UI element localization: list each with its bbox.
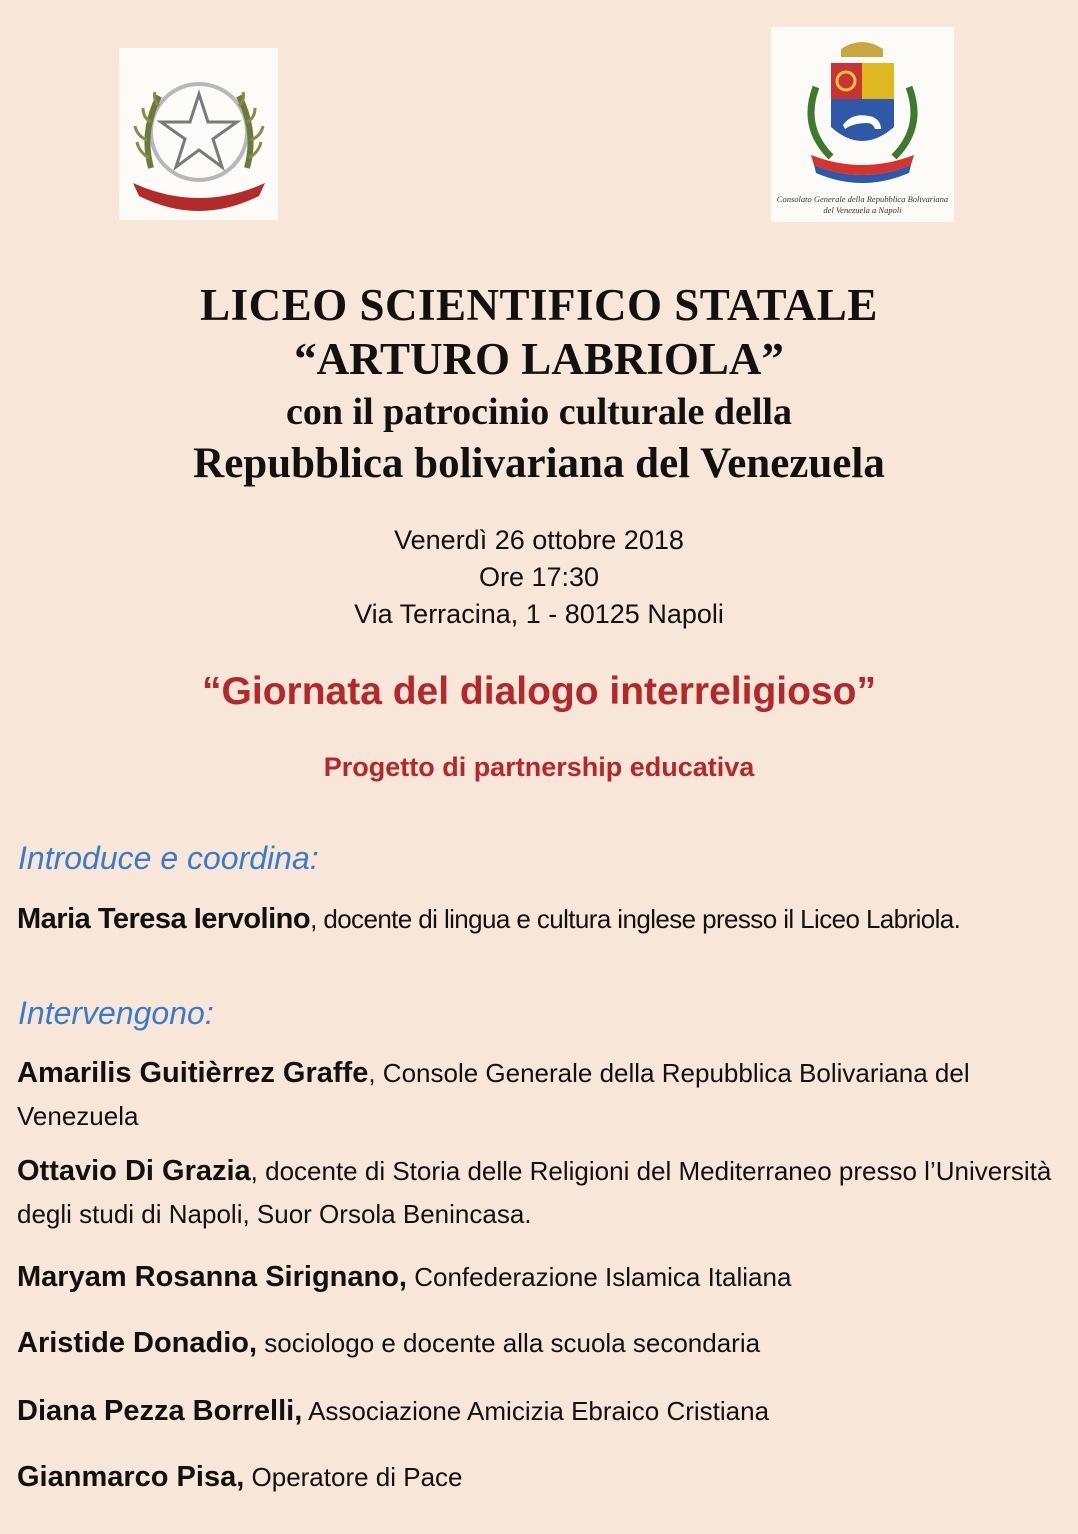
speaker-name: Aristide Donadio,: [17, 1327, 258, 1359]
event-address: Via Terracina, 1 - 80125 Napoli: [354, 599, 724, 629]
speaker-name: Ottavio Di Grazia: [17, 1155, 251, 1187]
patronage-country: Repubblica bolivariana del Venezuela: [193, 440, 885, 487]
event-subtitle: Progetto di partnership educativa: [323, 752, 755, 782]
speaker-entry: [17, 1256, 1062, 1299]
consulate-caption-line2: del Venezuela a Napoli: [823, 205, 902, 215]
patronage-line: con il patrocinio culturale della: [286, 391, 792, 433]
italian-republic-emblem: [119, 48, 278, 220]
speaker-name: Gianmarco Pisa,: [17, 1461, 245, 1493]
intro-entry: [17, 898, 1062, 941]
speakers-heading: Intervengono:: [18, 995, 214, 1031]
intro-heading: Introduce e coordina:: [18, 840, 319, 876]
venezuela-coat-of-arms-icon: [771, 27, 954, 187]
speaker-description: Confederazione Islamica Italiana: [407, 1262, 792, 1292]
consulate-caption: [771, 194, 954, 216]
italian-republic-emblem-icon: [119, 48, 278, 220]
speaker-entry: [17, 1390, 1062, 1433]
school-title-block: [0, 278, 1078, 490]
speaker-entry: [17, 1456, 1062, 1499]
speaker-description: sociologo e docente alla scuola secondaria: [257, 1328, 761, 1358]
speaker-description: , Console Generale della Repubblica Bolivariana del Venezuela: [17, 1058, 970, 1131]
speaker-name: Maryam Rosanna Sirignano,: [17, 1261, 407, 1293]
venezuela-consulate-emblem: [771, 27, 954, 222]
event-title: “Giornata del dialogo interreligioso”: [202, 670, 876, 713]
intro-name: Maria Teresa Iervolino: [17, 903, 311, 935]
consulate-caption-line1: Consolato Generale della Repubblica Bolivariana: [776, 194, 949, 204]
speaker-entry: [17, 1322, 1062, 1365]
speaker-name: Diana Pezza Borrelli,: [17, 1395, 303, 1427]
speaker-description: Operatore di Pace: [244, 1462, 463, 1492]
speaker-entry: [17, 1052, 1062, 1138]
event-date: Venerdì 26 ottobre 2018: [394, 525, 684, 555]
school-name-line2: “ARTURO LABRIOLA”: [294, 334, 784, 384]
speaker-entry: [17, 1150, 1062, 1236]
school-name-line1: LICEO SCIENTIFICO STATALE: [200, 280, 878, 330]
intro-description: , docente di lingua e cultura inglese presso il Liceo Labriola.: [310, 904, 961, 934]
speaker-description: Associazione Amicizia Ebraico Cristiana: [302, 1396, 770, 1426]
event-time: Ore 17:30: [478, 562, 600, 592]
speaker-description: , docente di Storia delle Religioni del Mediterraneo presso l’Università degli studi di Napoli, Suor Orsola Benincasa.: [17, 1156, 1052, 1229]
speaker-name: Amarilis Guitièrrez Graffe: [17, 1057, 369, 1089]
